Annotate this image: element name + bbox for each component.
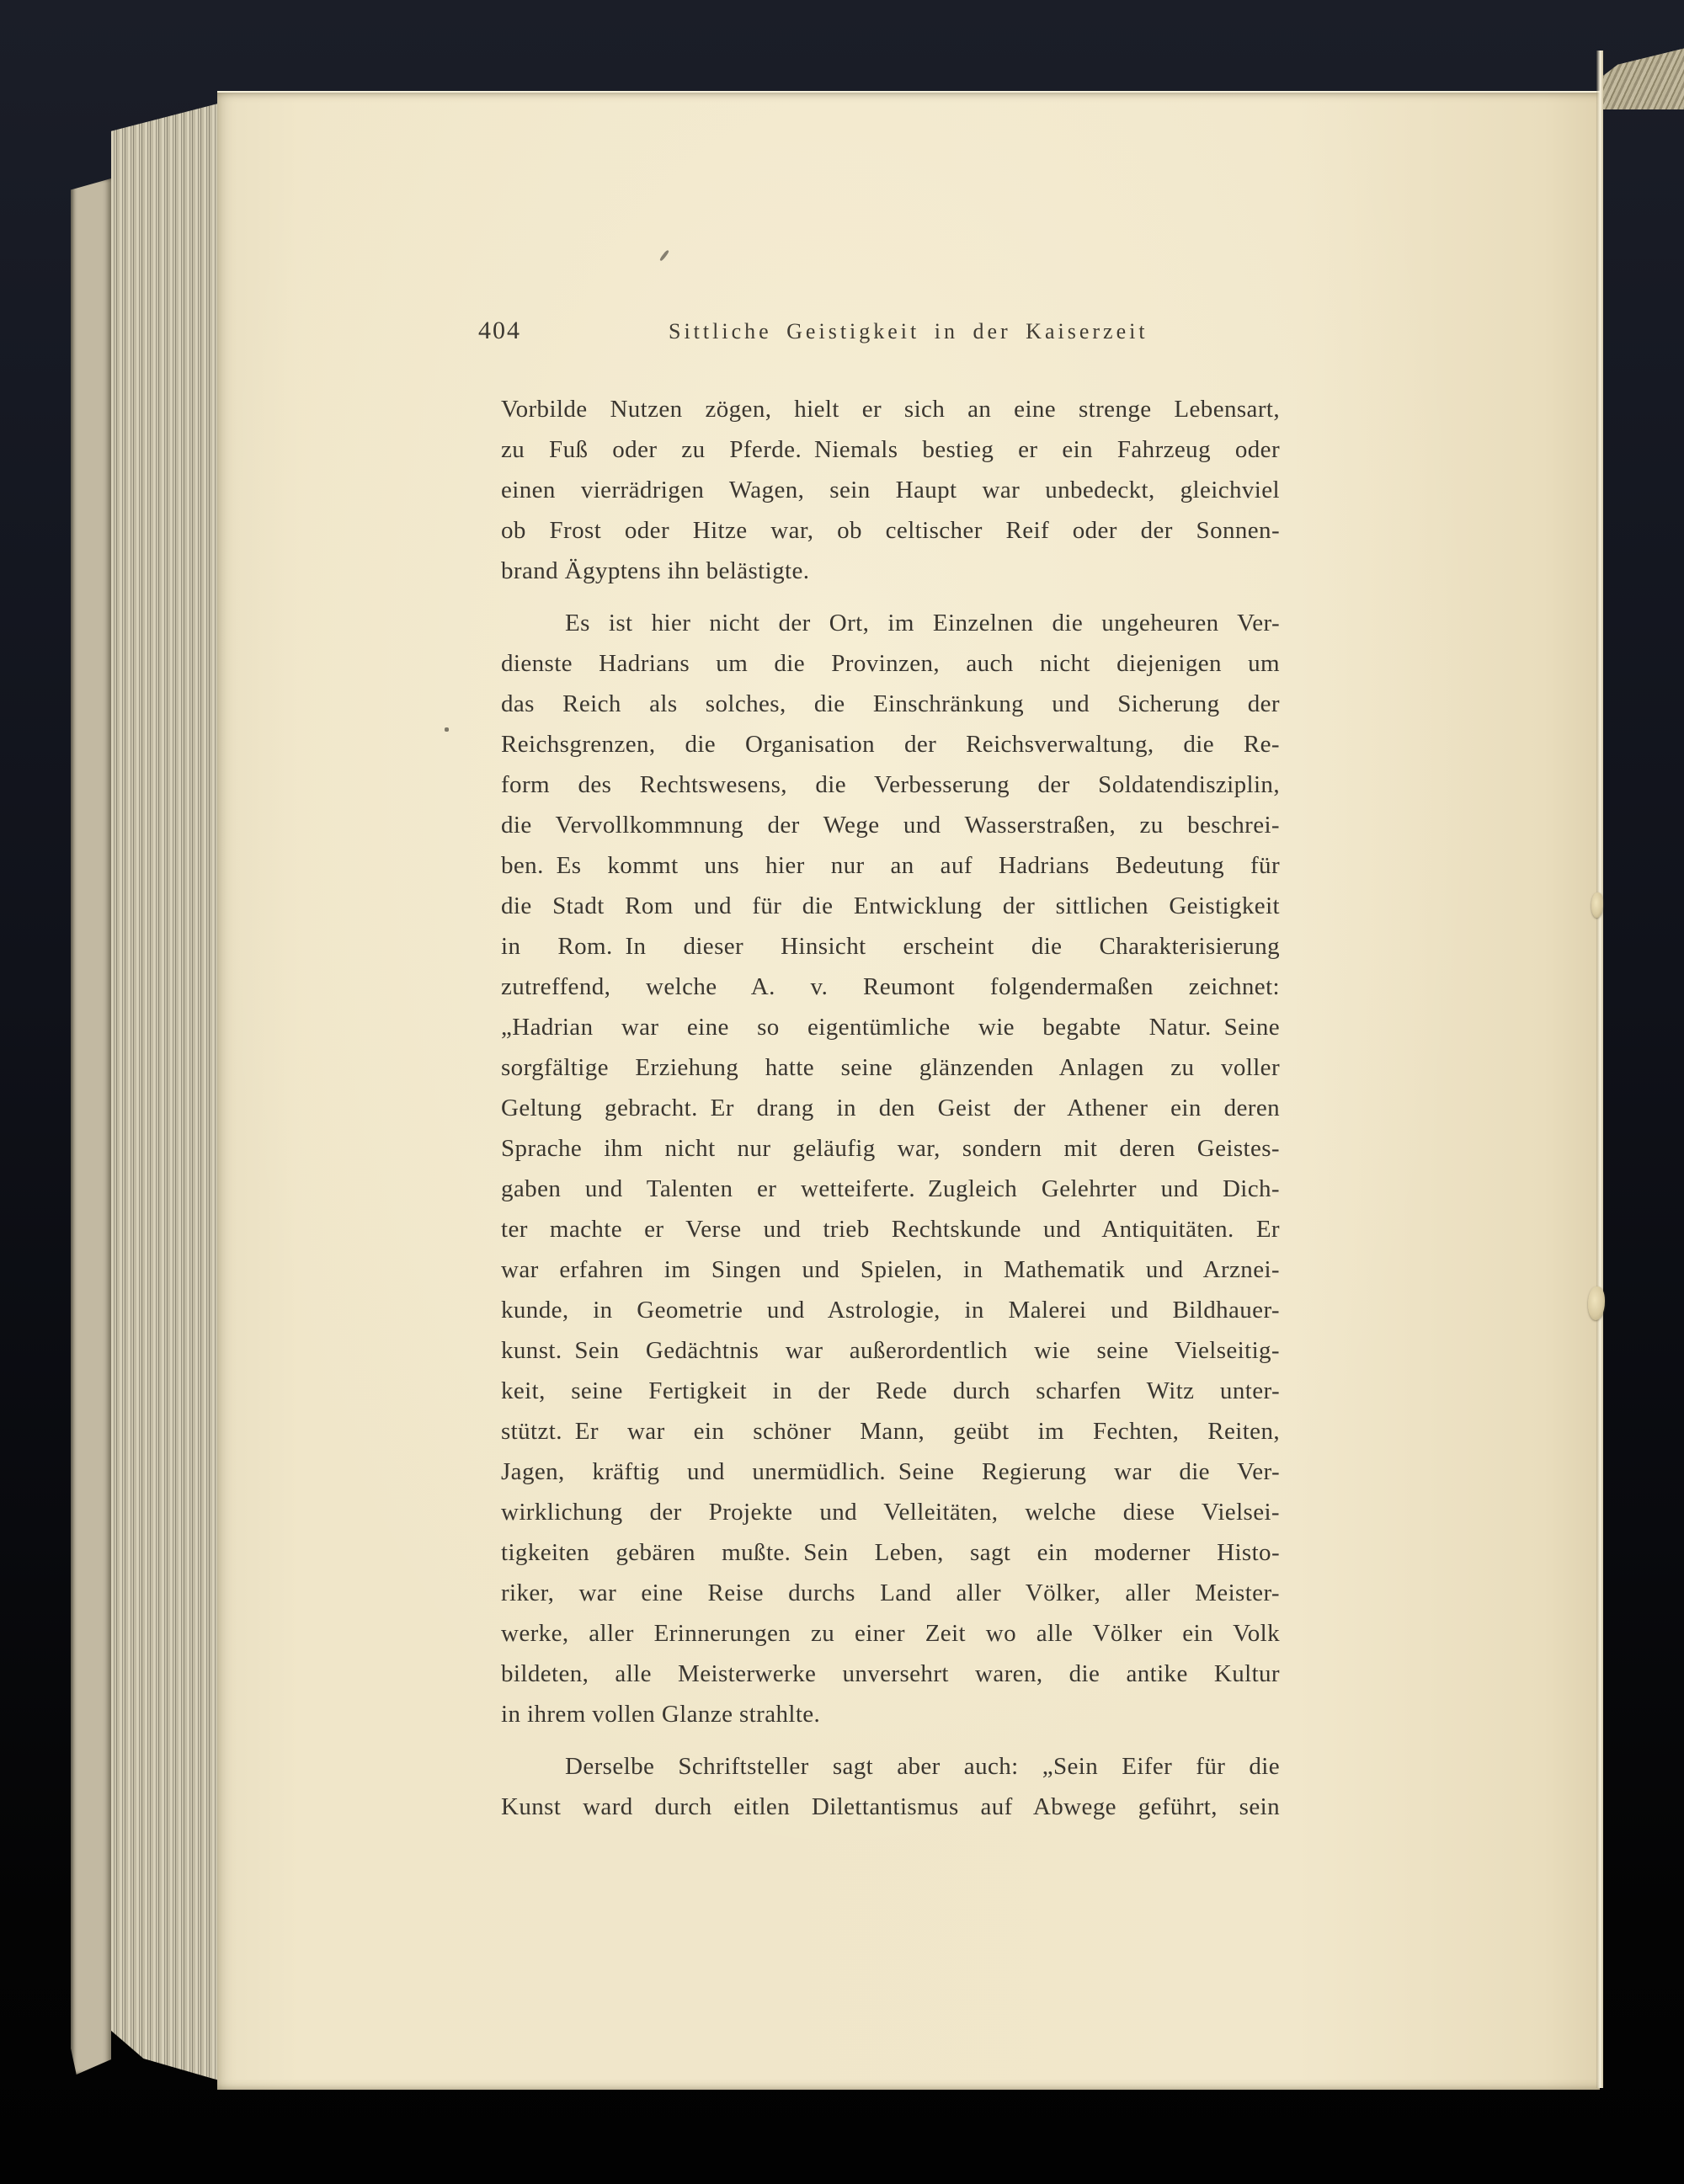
page-text bbox=[501, 389, 1280, 1827]
text-line: Geltung gebracht. Er drang in den Geist der Athener ein deren bbox=[501, 1095, 1280, 1121]
text-line: Vorbilde Nutzen zögen, hielt er sich an eine strenge Lebensart, bbox=[501, 396, 1280, 423]
book-page bbox=[217, 91, 1600, 2090]
text-line: gaben und Talenten er wetteiferte. Zugleich Gelehrter und Dich- bbox=[501, 1175, 1280, 1202]
text-line: die Stadt Rom und für die Entwicklung der sittlichen Geistigkeit bbox=[501, 892, 1280, 919]
text-line: „Hadrian war eine so eigentümliche wie begabte Natur. Seine bbox=[501, 1014, 1280, 1041]
text-line: in ihrem vollen Glanze strahlte. bbox=[501, 1701, 821, 1728]
text-line: bildeten, alle Meisterwerke unversehrt waren, die antike Kultur bbox=[501, 1660, 1280, 1687]
paragraph bbox=[501, 603, 1280, 1734]
text-line: Es ist hier nicht der Ort, im Einzelnen die ungeheuren Ver- bbox=[565, 610, 1280, 637]
text-line: riker, war eine Reise durchs Land aller Völker, aller Meister- bbox=[501, 1579, 1280, 1606]
text-line: ben. Es kommt uns hier nur an auf Hadrians Bedeutung für bbox=[501, 852, 1280, 879]
text-line: kunst. Sein Gedächtnis war außerordentlich wie seine Vielseitig- bbox=[501, 1337, 1280, 1364]
running-title: Sittliche Geistigkeit in der Kaiserzeit bbox=[669, 319, 1148, 344]
text-line: keit, seine Fertigkeit in der Rede durch scharfen Witz unter- bbox=[501, 1377, 1280, 1404]
page-header bbox=[217, 317, 1600, 350]
text-line: dienste Hadrians um die Provinzen, auch nicht diejenigen um bbox=[501, 650, 1280, 677]
text-line: zu Fuß oder zu Pferde. Niemals bestieg er ein Fahrzeug oder bbox=[501, 436, 1280, 463]
adjacent-page bbox=[1602, 51, 1684, 2088]
text-line: tigkeiten gebären mußte. Sein Leben, sagt ein moderner Histo- bbox=[501, 1539, 1280, 1566]
text-line: einen vierrädrigen Wagen, sein Haupt war unbedeckt, gleichviel bbox=[501, 477, 1280, 503]
text-line: ob Frost oder Hitze war, ob celtischer Reif oder der Sonnen- bbox=[501, 517, 1280, 544]
text-line: kunde, in Geometrie und Astrologie, in Malerei und Bildhauer- bbox=[501, 1297, 1280, 1324]
text-line: Reichsgrenzen, die Organisation der Reichsverwaltung, die Re- bbox=[501, 731, 1280, 758]
text-line: brand Ägyptens ihn belästigte. bbox=[501, 557, 810, 584]
gutter-crease bbox=[1596, 51, 1603, 2088]
text-line: das Reich als solches, die Einschränkung und Sicherung der bbox=[501, 690, 1280, 717]
text-line: zutreffend, welche A. v. Reumont folgendermaßen zeichnet: bbox=[501, 973, 1280, 1000]
text-line: stützt. Er war ein schöner Mann, geübt im Fechten, Reiten, bbox=[501, 1418, 1280, 1445]
text-line: Derselbe Schriftsteller sagt aber auch: „Sein Eifer für die bbox=[565, 1753, 1280, 1780]
text-line: werke, aller Erinnerungen zu einer Zeit wo alle Völker ein Volk bbox=[501, 1620, 1280, 1647]
text-line: Kunst ward durch eitlen Dilettantismus auf Abwege geführt, sein bbox=[501, 1793, 1280, 1820]
text-line: Jagen, kräftig und unermüdlich. Seine Regierung war die Ver- bbox=[501, 1458, 1280, 1485]
book-cover-edge bbox=[71, 178, 111, 2075]
paragraph bbox=[501, 1746, 1280, 1827]
page-number: 404 bbox=[478, 317, 521, 344]
text-line: wirklichung der Projekte und Velleitäten, welche diese Vielsei- bbox=[501, 1499, 1280, 1526]
text-line: sorgfältige Erziehung hatte seine glänzenden Anlagen zu voller bbox=[501, 1054, 1280, 1081]
text-line: form des Rechtswesens, die Verbesserung der Soldatendisziplin, bbox=[501, 771, 1280, 798]
text-line: in Rom. In dieser Hinsicht erscheint die Charakterisierung bbox=[501, 933, 1280, 960]
text-line: ter machte er Verse und trieb Rechtskunde und Antiquitäten. Er bbox=[501, 1216, 1280, 1243]
paper-speck bbox=[445, 727, 449, 732]
text-line: Sprache ihm nicht nur geläufig war, sondern mit deren Geistes- bbox=[501, 1135, 1280, 1162]
page-stack-edges bbox=[111, 99, 219, 2086]
paragraph bbox=[501, 389, 1280, 591]
text-line: die Vervollkommnung der Wege und Wasserstraßen, zu beschrei- bbox=[501, 812, 1280, 839]
text-line: war erfahren im Singen und Spielen, in Mathematik und Arznei- bbox=[501, 1256, 1280, 1283]
